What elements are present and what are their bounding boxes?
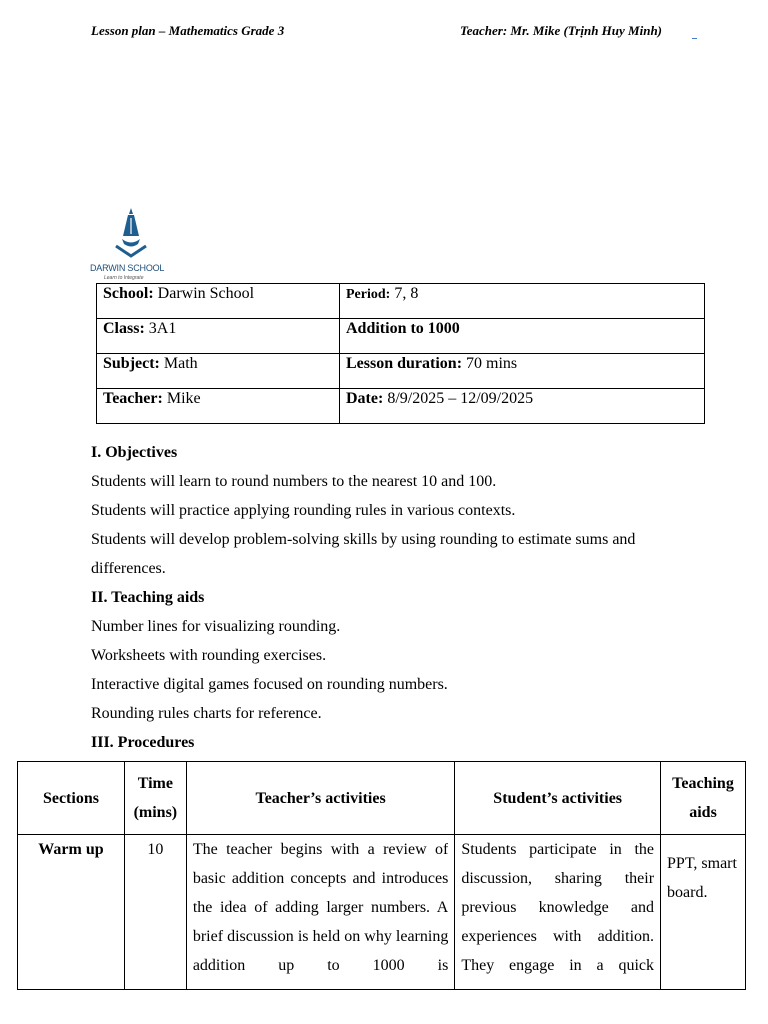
table-row	[18, 835, 746, 990]
class-cell: Class: 3A1	[97, 319, 340, 354]
teaching-aid-item: Rounding rules charts for reference.	[91, 705, 322, 722]
teaching-aids-heading: II. Teaching aids	[91, 589, 205, 606]
teaching-aid-item: Number lines for visualizing rounding.	[91, 618, 341, 635]
col-header-time: Time (mins)	[124, 762, 186, 835]
date-cell: Date: 8/9/2025 – 12/09/2025	[340, 389, 705, 424]
row-student-activity: Students participate in the discussion, sharing their previous knowledge and experiences with addition. They engage in a quick	[455, 835, 661, 990]
objectives-heading: I. Objectives	[91, 444, 178, 461]
procedures-table	[17, 761, 746, 990]
logo-tagline: Learn to Integrate	[104, 275, 144, 281]
header-teacher: Teacher: Mr. Mike (Trịnh Huy Minh)	[460, 23, 663, 38]
objective-item: Students will learn to round numbers to the nearest 10 and 100.	[91, 473, 497, 490]
topic-cell: Addition to 1000	[340, 319, 705, 354]
col-header-student-activities: Student’s activities	[455, 762, 661, 835]
lesson-info-table	[96, 283, 705, 424]
procedures-heading: III. Procedures	[91, 734, 195, 751]
lesson-body	[91, 438, 661, 757]
teaching-aid-item: Interactive digital games focused on rounding numbers.	[91, 676, 448, 693]
col-header-teacher-activities: Teacher’s activities	[186, 762, 455, 835]
col-header-teaching-aids: Teaching aids	[661, 762, 746, 835]
row-time: 10	[124, 835, 186, 990]
procedures-header-row	[18, 762, 746, 835]
school-logo	[90, 206, 172, 282]
objective-item: Students will develop problem-solving skills by using rounding to estimate sums and differences.	[91, 531, 636, 577]
teacher-cell: Teacher: Mike	[97, 389, 340, 424]
row-teaching-aids: PPT, smart board.	[661, 835, 746, 990]
header-mark	[692, 38, 697, 39]
logo-school-name: DARWIN SCHOOL	[90, 263, 165, 273]
col-header-sections: Sections	[18, 762, 125, 835]
subject-cell: Subject: Math	[97, 354, 340, 389]
header-lesson-plan: Lesson plan – Mathematics Grade 3	[91, 23, 285, 38]
period-cell: Period: 7, 8	[340, 284, 705, 319]
row-teacher-activity: The teacher begins with a review of basic addition concepts and introduces the idea of adding larger numbers. A brief discussion is held on why learning addition up to 1000 is	[186, 835, 455, 990]
objective-item: Students will practice applying rounding rules in various contexts.	[91, 502, 516, 519]
duration-cell: Lesson duration: 70 mins	[340, 354, 705, 389]
row-section: Warm up	[18, 835, 125, 990]
school-cell: School: Darwin School	[97, 284, 340, 319]
teaching-aid-item: Worksheets with rounding exercises.	[91, 647, 327, 664]
ship-emblem-icon	[112, 206, 150, 262]
